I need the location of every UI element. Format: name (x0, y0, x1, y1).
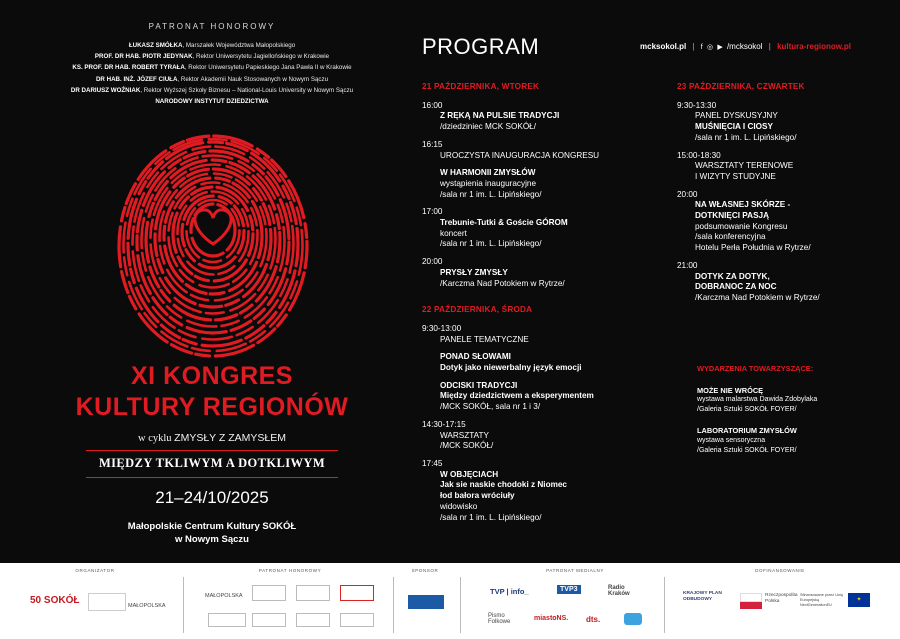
patron-line: DR HAB. INŻ. JÓZEF CIUŁA, Rektor Akademii Nauk Stosowanych w Nowym Sączu (95, 75, 329, 83)
malopolska-logo: MAŁOPOLSKA (205, 593, 243, 599)
event: 15:00-18:30 WARSZTATY TERENOWE I WIZYTY STUDYJNE (677, 150, 794, 181)
patrons-list (14, 40, 410, 107)
footer-organizer-label: ORGANIZATOR (75, 568, 115, 573)
patron-line: PROF. DR HAB. PIOTR JEDYNAK, Rektor Uniwersytetu Jagiellońskiego w Krakowie (94, 53, 330, 61)
divider-bottom (86, 477, 338, 478)
event: 16:00 Z RĘKĄ NA PULSIE TRADYCJI /dziedziniec MCK SOKÓŁ/ (422, 100, 560, 132)
footer-sponsor-label: SPONSOR (411, 568, 439, 573)
divider (183, 577, 184, 633)
schedule-column-2 (677, 82, 892, 311)
upjp2-logo (296, 585, 330, 601)
social-links: mcksokol.pl | f ◎ ▶ /mcksokol | kultura-regionow.pl (640, 42, 851, 51)
site-link[interactable]: mcksokol.pl (640, 42, 687, 51)
schedule-column-1 (422, 82, 662, 530)
footer-patronage-label: PATRONAT HONOROWY (258, 568, 322, 573)
tvp-info-logo: TVP | info_ (490, 587, 529, 596)
partner-logo (624, 613, 642, 625)
event: 17:45 W OBJĘCIACH Jak sie naskie chodoki z Niomec łod bałora wróciuły widowisko /sala nr 1 im. L. Lipińskiego/ (422, 458, 567, 522)
event: 20:00 NA WŁASNEJ SKÓRZE - DOTKNIĘCI PASJĄ podsumowanie Kongresu /sala konferencyjna Hotelu Perła Południa w Rytrze/ (677, 189, 811, 253)
side-events-heading: WYDARZENIA TOWARZYSZĄCE: (697, 364, 814, 373)
event-dates: 21–24/10/2025 (155, 488, 269, 507)
poland-flag-icon (740, 593, 762, 607)
event: 17:00 Trebunie-Tutki & Goście GÓROM koncert /sala nr 1 im. L. Lipińskiego/ (422, 207, 568, 249)
title-line-2: KULTURY REGIONÓW (75, 393, 349, 421)
malopolska-logo: MAŁOPOLSKA (128, 603, 166, 609)
side-event: LABORATORIUM ZMYSŁÓW wystawa sensoryczna /Galeria Sztuki SOKÓŁ FOYER/ (697, 426, 797, 454)
cycle-text: w cyklu ZMYSŁY Z ZAMYSŁEM (137, 432, 286, 444)
wsb-logo (208, 613, 246, 627)
program-heading: PROGRAM (422, 34, 540, 59)
radio-krakow-logo: Radio Kraków (608, 585, 630, 597)
eu-flag-icon: ✦ (848, 593, 870, 607)
event: 21:00 DOTYK ZA DOTYK, DOBRANOC ZA NOC /Karczma Nad Potokiem w Rytrze/ (677, 260, 820, 302)
title-line-1: XI KONGRES (131, 362, 293, 390)
sokol-logo: 50 SOKÓŁ (30, 595, 80, 606)
patron-line: ŁUKASZ SMÓŁKA, Marszałek Województwa Małopolskiego (128, 42, 296, 49)
eu-text: Sfinansowane przez Unię Europejską NextGenerationEU (800, 593, 844, 607)
youtube-icon[interactable]: ▶ (717, 44, 723, 51)
day-heading: 21 PAŹDZIERNIKA, WTOREK (422, 82, 540, 91)
miasto-ns-logo: miastoNS. (534, 615, 569, 622)
event: 14:30-17:15 WARSZTATY /MCK SOKÓŁ/ (422, 419, 494, 451)
divider (460, 577, 461, 633)
pismo-folkowe-logo: Pismo Folkowe (488, 613, 511, 625)
patron-line: KS. PROF. DR HAB. ROBERT TYRAŁA, Rektor Uniwersytetu Papieskiego Jana Pawła II w Krakowie (72, 64, 352, 72)
rp-logo: Rzeczpospolita Polska (765, 593, 798, 604)
facebook-icon[interactable]: f (700, 44, 703, 51)
event: 20:00 PRYSŁY ZMYSŁY /Karczma Nad Potokiem w Rytrze/ (422, 257, 565, 288)
day-heading: 23 PAŹDZIERNIKA, CZWARTEK (677, 82, 805, 91)
divider (664, 577, 665, 633)
tvp3-logo: TVP3 (557, 585, 581, 594)
partner-logo (340, 613, 374, 627)
congress-site-link[interactable]: kultura-regionow.pl (777, 42, 851, 51)
nid-logo (296, 613, 330, 627)
institute-logo (88, 593, 126, 611)
dts-logo: dts. (586, 615, 601, 624)
social-handle[interactable]: /mcksokol (726, 42, 763, 51)
venue: Małopolskie Centrum Kultury SOKÓŁ w Nowym Sączu (127, 521, 297, 545)
ans-tree-logo (252, 613, 286, 627)
uj-logo (252, 585, 286, 601)
event: 16:15 UROCZYSTA INAUGURACJA KONGRESU W HARMONII ZMYSŁÓW wystąpienia inauguracyjne /sala nr 1 im. L. Lipińskiego/ (422, 139, 600, 199)
patronat-title: PATRONAT HONOROWY (148, 22, 276, 31)
footer-funding-label: DOFINANSOWANIE (755, 568, 805, 573)
side-events (697, 364, 887, 467)
footer-media-label: PATRONAT MEDIALNY (546, 568, 604, 573)
side-event: MOŻE NIE WRÓCĘ wystawa malarstwa Dawida Zdobylaka /Galeria Sztuki SOKÓŁ FOYER/ (697, 385, 818, 413)
patron-line: DR DARIUSZ WOŹNIAK, Rektor Wyższej Szkoły Biznesu – National-Louis University w Nowym Sączu (70, 86, 354, 94)
day-heading: 22 PAŹDZIERNIKA, ŚRODA (422, 305, 533, 315)
event: 9:30-13:00 PANELE TEMATYCZNE PONAD SŁOWAMI Dotyk jako niewerbalny język emocji ODCISKI TRADYCJI Między dziedzictwem a eksperymentem /MCK SOKÓŁ, sala nr 1 i 3/ (422, 323, 594, 412)
divider-top (86, 450, 338, 451)
sponsor-logo (408, 595, 444, 609)
divider (393, 577, 394, 633)
logo-footer (0, 563, 900, 639)
event: 9:30-13:30 PANEL DYSKUSYJNY MUŚNIĘCIA I CIOSY /sala nr 1 im. L. Lipińskiego/ (677, 100, 797, 142)
subtitle: MIĘDZY TKLIWYM A DOTKLIWYM (98, 456, 326, 470)
ans-logo (340, 585, 374, 601)
kpo-logo: KRAJOWY PLAN ODBUDOWY (683, 591, 722, 602)
instagram-icon[interactable]: ◎ (706, 44, 714, 51)
fingerprint-heart-icon (108, 112, 318, 358)
patron-line: NARODOWY INSTYTUT DZIEDZICTWA (155, 98, 269, 106)
